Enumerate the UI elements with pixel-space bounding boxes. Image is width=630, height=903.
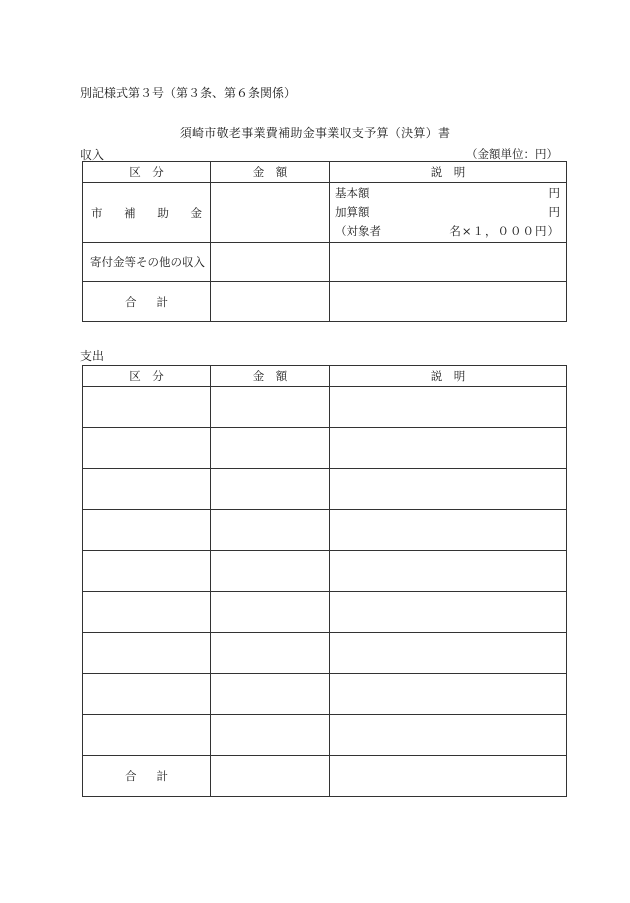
description-label: 基本額 (335, 186, 370, 200)
amount-cell[interactable] (211, 633, 330, 674)
category-cell[interactable] (83, 715, 211, 756)
income-row-total (83, 282, 567, 322)
expense-row (83, 510, 567, 551)
income-row-donations (83, 243, 567, 282)
income-section-label: 収入 (80, 148, 105, 162)
category-cell[interactable] (83, 428, 211, 469)
description-cell[interactable] (330, 387, 567, 428)
expense-row (83, 674, 567, 715)
description-cell[interactable] (330, 510, 567, 551)
header-amount: 金 額 (211, 162, 330, 183)
description-unit: 円 (548, 186, 560, 200)
expense-row (83, 633, 567, 674)
description-cell[interactable] (330, 243, 567, 282)
expense-row (83, 387, 567, 428)
header-description: 説 明 (330, 162, 567, 183)
category-cell[interactable] (83, 551, 211, 592)
amount-cell[interactable] (211, 715, 330, 756)
header-category: 区 分 (83, 366, 211, 387)
category-donations: 寄付金等その他の収入 (83, 243, 211, 282)
description-cell[interactable] (330, 674, 567, 715)
category-cell[interactable] (83, 510, 211, 551)
header-category: 区 分 (83, 162, 211, 183)
expense-total-label: 合計 (83, 756, 211, 797)
description-line (330, 203, 566, 222)
description-cell[interactable] (330, 592, 567, 633)
expense-row (83, 592, 567, 633)
description-cell[interactable] (330, 282, 567, 322)
document-title: 須崎市敬老事業費補助金事業収支予算（決算）書 (179, 126, 451, 140)
description-cell[interactable] (330, 551, 567, 592)
description-label: （対象者 (335, 224, 381, 238)
expense-section-label: 支出 (80, 349, 105, 363)
header-amount: 金 額 (211, 366, 330, 387)
income-total-label: 合計 (83, 282, 211, 322)
amount-cell[interactable] (211, 469, 330, 510)
amount-cell[interactable] (211, 510, 330, 551)
category-cell[interactable] (83, 387, 211, 428)
category-cell[interactable] (83, 633, 211, 674)
category-cell[interactable] (83, 592, 211, 633)
category-char: 市 (91, 205, 103, 220)
header-description: 説 明 (330, 366, 567, 387)
expense-table (82, 365, 567, 797)
description-label: 加算額 (335, 205, 370, 219)
category-cell[interactable] (83, 674, 211, 715)
category-char: 助 (157, 205, 169, 220)
description-cell[interactable] (330, 756, 567, 797)
amount-cell[interactable] (211, 183, 330, 243)
category-cell[interactable] (83, 469, 211, 510)
income-table (82, 161, 567, 322)
amount-cell[interactable] (211, 674, 330, 715)
description-unit: 円 (548, 205, 560, 219)
description-unit: 名×１，０００円） (449, 224, 560, 238)
amount-cell[interactable] (211, 428, 330, 469)
amount-cell[interactable] (211, 551, 330, 592)
income-row-city-subsidy (83, 183, 567, 243)
description-cell[interactable] (330, 633, 567, 674)
description-cell[interactable] (330, 428, 567, 469)
amount-cell[interactable] (211, 243, 330, 282)
amount-unit-note: （金額単位：円） (466, 147, 558, 161)
expense-row (83, 715, 567, 756)
expense-row (83, 428, 567, 469)
expense-row-total (83, 756, 567, 797)
amount-cell[interactable] (211, 282, 330, 322)
category-char: 補 (124, 205, 136, 220)
amount-cell[interactable] (211, 592, 330, 633)
expense-row (83, 551, 567, 592)
expense-rows (83, 387, 567, 756)
description-line (330, 222, 566, 241)
expense-row (83, 469, 567, 510)
description-cell[interactable] (330, 469, 567, 510)
form-number: 別記様式第３号（第３条、第６条関係） (80, 86, 297, 100)
description-line (330, 184, 566, 203)
amount-cell[interactable] (211, 387, 330, 428)
category-city-subsidy (83, 183, 211, 243)
amount-cell[interactable] (211, 756, 330, 797)
description-cell[interactable] (330, 715, 567, 756)
description-cell[interactable] (330, 183, 567, 243)
expense-header-row (83, 366, 567, 387)
category-char: 金 (190, 205, 202, 220)
income-header-row (83, 162, 567, 183)
